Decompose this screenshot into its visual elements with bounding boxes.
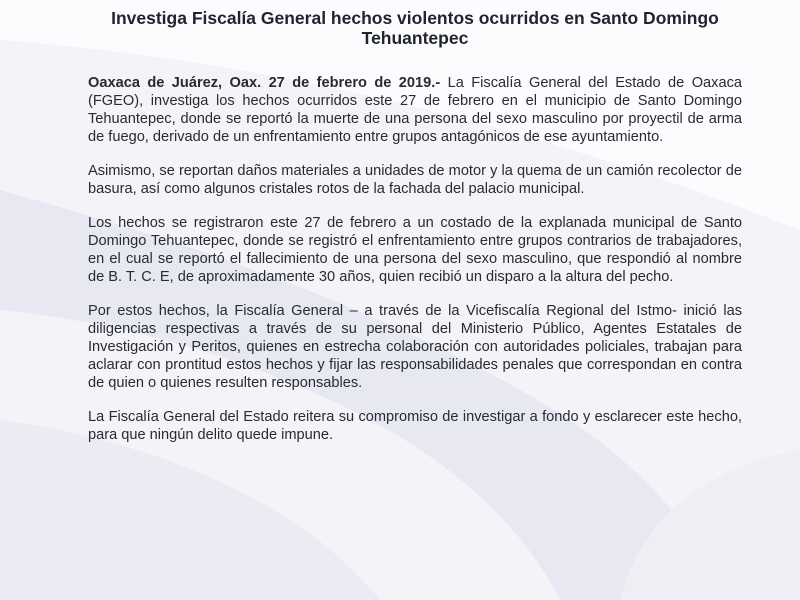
dateline: Oaxaca de Juárez, Oax. 27 de febrero de 2019.- <box>88 75 441 91</box>
document-title: Investiga Fiscalía General hechos violentos ocurridos en Santo Domingo Tehuantepec <box>111 8 719 48</box>
paragraph-1 <box>88 74 742 146</box>
paragraph-2: Asimismo, se reportan daños materiales a unidades de motor y la quema de un camión recolector de basura, así como algunos cristales rotos de la fachada del palacio municipal. <box>88 163 742 197</box>
paragraph-4: Por estos hechos, la Fiscalía General – a través de la Vicefiscalía Regional del Istmo- inició las diligencias respectivas a través de su personal del Ministerio Público, Agentes Estatales de Investigación y Peritos, quienes en estrecha colaboración con autoridades policiales, trabajan para aclarar con prontitud estos hechos y fijar las responsabilidades penales que correspondan en contra de quien o quienes resulten responsables. <box>88 303 742 391</box>
paragraph-3: Los hechos se registraron este 27 de febrero a un costado de la explanada municipal de Santo Domingo Tehuantepec, donde se registró el enfrentamiento entre grupos contrarios de trabajadores, en el cual se reportó el fallecimiento de una persona del sexo masculino, que respondió al nombre de B. T. C. E, de aproximadamente 30 años, quien recibió un disparo a la altura del pecho. <box>88 215 742 285</box>
paragraph-5: La Fiscalía General del Estado reitera su compromiso de investigar a fondo y esclarecer este hecho, para que ningún delito quede impune. <box>88 409 742 443</box>
paragraph-1-text: La Fiscalía General del Estado de Oaxaca (FGEO), investiga los hechos ocurridos este 27 de febrero en el municipio de Santo Domingo Tehuantepec, donde se reportó la muerte de una persona del sexo masculino por proyectil de arma de fuego, derivado de un enfrentamiento entre grupos antagónicos de ese ayuntamiento. <box>88 75 742 145</box>
document-body <box>88 0 742 444</box>
